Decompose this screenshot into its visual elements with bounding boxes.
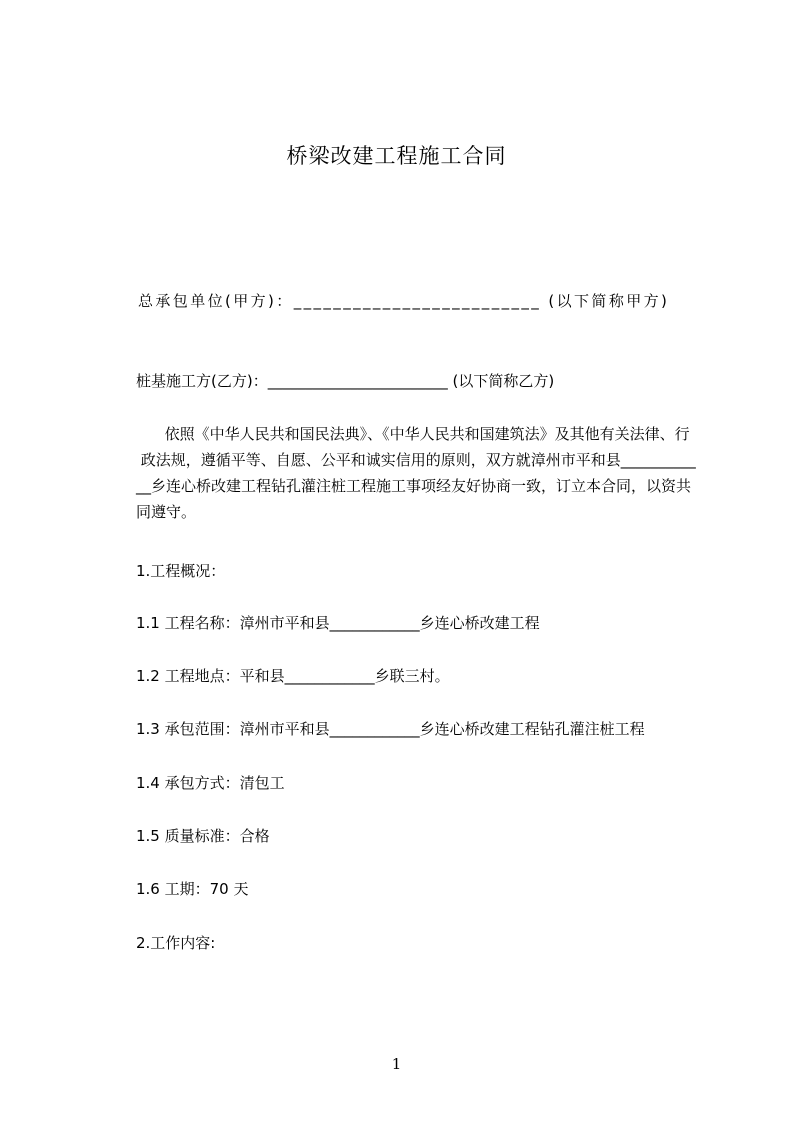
party-b-line: 桩基施工方(乙方)：________________________ (以下简称乙方) [136, 372, 555, 390]
preamble-line: 依照《中华人民共和国民法典》、《中华人民共和国建筑法》及其他有关法律、行 [136, 425, 690, 443]
preamble-paragraph [136, 421, 701, 525]
page-number: 1 [391, 1055, 402, 1073]
party-a-line: 总承包单位(甲方)：_________________________ (以下简称甲方) [138, 292, 670, 310]
section-heading-project-overview: 1.工程概况： [136, 562, 226, 580]
preamble-line: 政法规，遵循平等、自愿、公平和诚实信用的原则，双方就漳州市平和县__________ [136, 451, 696, 469]
preamble-line: __乡连心桥改建工程钻孔灌注桩工程施工事项经友好协商一致，订立本合同，以资共 [136, 477, 692, 495]
clause-project-location: 1.2 工程地点：平和县____________乡联三村。 [136, 667, 450, 685]
clause-contract-method: 1.4 承包方式：清包工 [136, 774, 285, 792]
clause-quality-standard: 1.5 质量标准：合格 [136, 827, 270, 845]
contract-title: 桥梁改建工程施工合同 [286, 144, 507, 168]
section-heading-work-content: 2.工作内容: [136, 934, 216, 952]
clause-project-name: 1.1 工程名称：漳州市平和县____________乡连心桥改建工程 [136, 614, 540, 632]
clause-contract-scope: 1.3 承包范围：漳州市平和县____________乡连心桥改建工程钻孔灌注桩工程 [136, 720, 645, 738]
preamble-line: 同遵守。 [136, 503, 197, 521]
clause-duration: 1.6 工期：70 天 [136, 880, 249, 898]
